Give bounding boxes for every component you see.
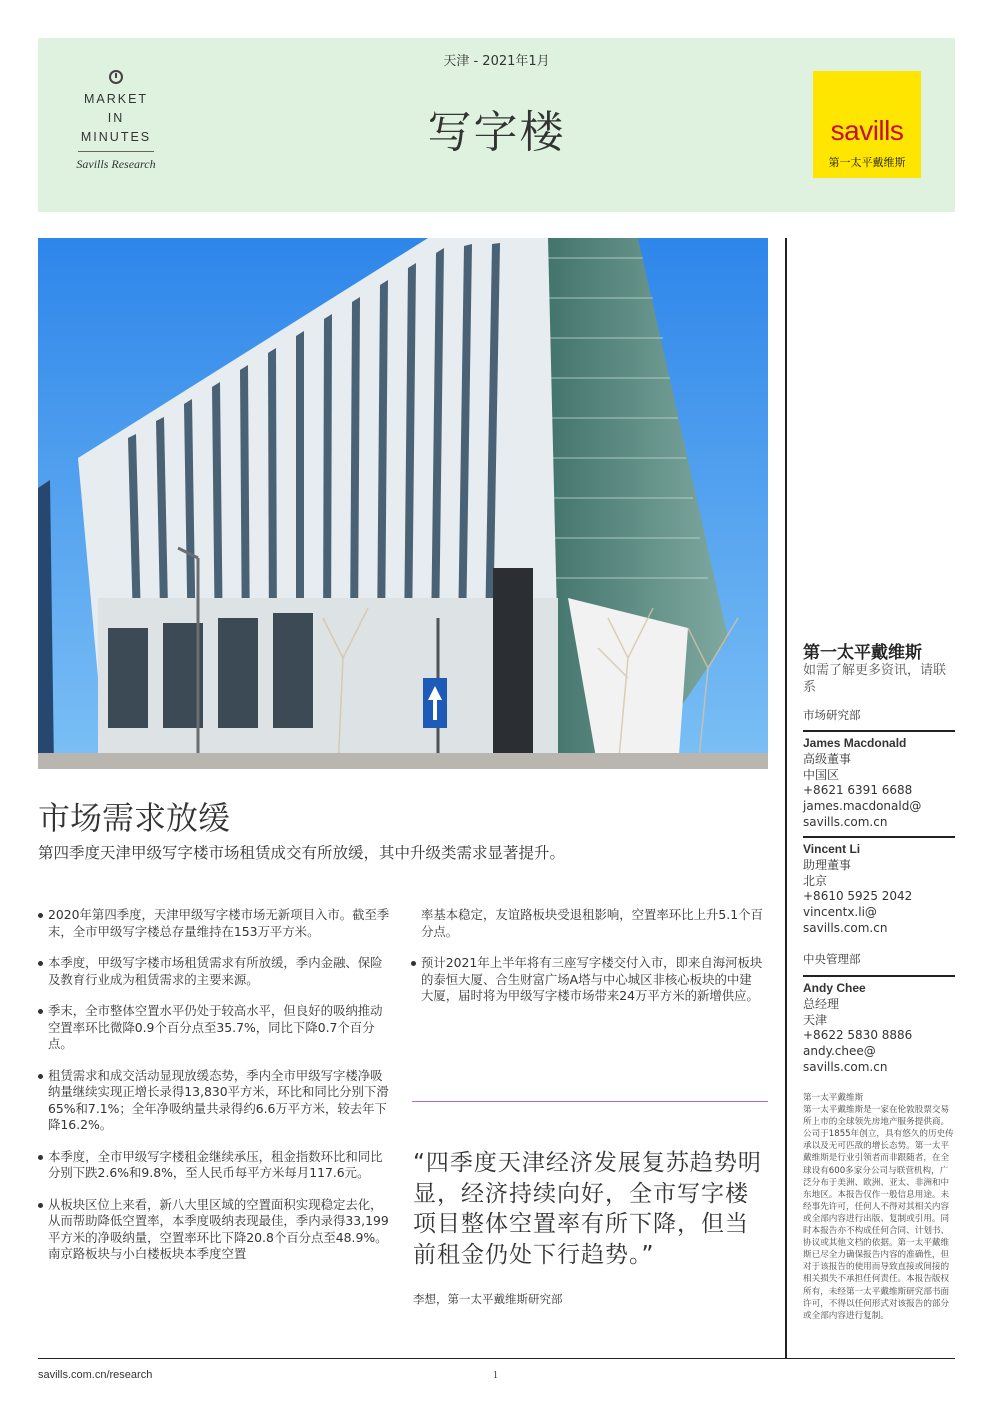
bullet-text: 租赁需求和成交活动显现放缓态势，季内全市甲级写字楼净吸纳量继续实现正增长录得13,830平方米，环比和同比分别下滑65%和7.1%；全年净吸纳量共录得约6.6万平方米，较去年下降16.2%。 [48, 1067, 389, 1132]
contact-phone: +8610 5925 2042 [803, 889, 913, 904]
contact-email[interactable]: james.macdonald@ [803, 799, 922, 814]
series-word: IN [107, 111, 125, 125]
bullet-point [411, 955, 763, 1005]
contact-phone: +8621 6391 6688 [803, 783, 913, 798]
bullet-text: 2020年第四季度，天津甲级写字楼市场无新项目入市。截至季末，全市甲级写字楼总存量维持在153万平方米。 [48, 907, 390, 939]
quote-attribution: 李想，第一太平戴维斯研究部 [413, 1292, 563, 1306]
bullet-text: 本季度，甲级写字楼市场租赁需求有所放缓，季内金融、保险及教育行业成为租赁需求的主要来源。 [48, 955, 383, 987]
footer-url[interactable]: savills.com.cn/research [38, 1369, 153, 1381]
bullet-point [38, 1149, 390, 1182]
report-date: 天津 - 2021年1月 [443, 54, 550, 69]
report-header [38, 38, 955, 212]
contact-line: 中国区 [803, 767, 840, 782]
contact-email-domain[interactable]: savills.com.cn [803, 1059, 888, 1074]
pull-quote: “四季度天津经济发展复苏趋势明显，经济持续向好，全市写字楼项目整体空置率有所下降，但当前租金仍处下行趋势。” [413, 1150, 762, 1268]
series-word: MARKET [83, 92, 149, 106]
bullet-text: 季末，全市整体空置水平仍处于较高水平，但良好的吸纳推动空置率环比微降0.9个百分点至35.7%，同比下降0.7个百分点。 [48, 1003, 383, 1051]
contact-line: 天津 [803, 1012, 828, 1027]
quote-divider [412, 1101, 768, 1102]
bullet-dot [38, 961, 43, 966]
bullet-text: 预计2021年上半年将有三座写字楼交付入市，即来自海河板块的泰恒大厦、合生财富广场A塔与中心城区非核心板块的中建大厦，届时将为甲级写字楼市场带来24万平方米的新增供应。 [421, 955, 763, 1003]
contact-line: 高级董事 [803, 751, 852, 766]
office-tower-illustration [38, 238, 768, 769]
article-headline: 市场需求放缓 [38, 799, 231, 837]
clock-icon [109, 70, 123, 84]
office-tower-photo [38, 238, 768, 769]
bullet-point [38, 955, 390, 988]
contact-name: James Macdonald [803, 736, 907, 750]
logo-brand: savills [830, 115, 904, 146]
department-label: 中央管理部 [803, 952, 861, 966]
bullet-point [38, 1197, 390, 1263]
bullet-dot [38, 1155, 43, 1160]
contact-email[interactable]: andy.chee@ [803, 1044, 876, 1059]
contact-card [803, 836, 955, 937]
contact-email[interactable]: vincentx.li@ [803, 905, 877, 920]
series-word: MINUTES [80, 130, 152, 144]
article-column-left [38, 907, 390, 1278]
contact-line: 北京 [803, 873, 828, 888]
contact-email-domain[interactable]: savills.com.cn [803, 814, 888, 829]
contact-line: 总经理 [803, 996, 840, 1011]
department-label: 市场研究部 [803, 708, 861, 722]
article-lede: 第四季度天津甲级写字楼市场租赁成交有所放缓，其中升级类需求显著提升。 [38, 844, 566, 862]
bullet-point [38, 1003, 390, 1053]
article-column-right [411, 907, 763, 1020]
bullet-point [38, 907, 390, 940]
bullet-continuation: 率基本稳定，友谊路板块受退租影响，空置率环比上升5.1个百分点。 [421, 907, 763, 939]
disclaimer-title: 第一太平戴维斯 [803, 1093, 864, 1103]
disclaimer-text: 第一太平戴维斯是一家在伦敦股票交易所上市的全球领先房地产服务提供商。公司于1855年创立，具有悠久的历史传承以及无可匹敌的增长态势。第一太平戴维斯是行业引领者而非跟随者，在全球设有600多家分公司与联营机构，广泛分布于美洲、欧洲、亚太、非洲和中东地区。本报告仅作一般信息用途。未经事先许可，任何人不得对其相关内容或全部内容进行出版、复制或引用。同时本报告亦不构成任何合同、计划书、协议或其他文档的依据。第一太平戴维斯已尽全力确保报告内容的准确性，但对于该报告的使用而导致直接或间接的相关损失不承担任何责任。本报告版权所有，未经第一太平戴维斯研究部书面许可，不得以任何形式对该报告的部分或全部内容进行复制。 [803, 1105, 954, 1321]
bullet-dot [411, 961, 416, 966]
bullet-dot [38, 1009, 43, 1014]
savills-logo [813, 71, 921, 178]
bullet-text: 从板块区位上来看，新八大里区域的空置面积实现稳定去化，从而帮助降低空置率，本季度吸纳表现最佳，季内录得33,199平方米的净吸纳量，空置率环比下降20.8个百分点至48.9%。南京路板块与小白楼板块本季度空置 [48, 1196, 389, 1261]
column-divider [785, 238, 787, 1358]
sidebar-title: 第一太平戴维斯 [803, 643, 922, 663]
contact-card [803, 730, 955, 831]
contact-line: 助理董事 [803, 857, 852, 872]
page-number: 1 [493, 1370, 498, 1381]
bullet-dot [38, 1203, 43, 1208]
series-subtitle: Savills Research [76, 157, 156, 171]
contact-phone: +8622 5830 8886 [803, 1028, 913, 1043]
bullet-text: 本季度，全市甲级写字楼租金继续承压，租金指数环比和同比分别下跌2.6%和9.8%，至人民币每平方米每月117.6元。 [48, 1148, 383, 1180]
report-title: 写字楼 [427, 107, 566, 158]
contact-email-domain[interactable]: savills.com.cn [803, 920, 888, 935]
bullet-point [38, 1068, 390, 1134]
footer-rule [38, 1358, 955, 1359]
disclaimer [803, 1092, 955, 1322]
bullet-dot [38, 1074, 43, 1079]
bullet-dot [38, 913, 43, 918]
contact-card [803, 975, 955, 1076]
sidebar-intro: 如需了解更多资讯，请联系 [803, 663, 947, 695]
contact-name: Vincent Li [803, 842, 861, 856]
contact-name: Andy Chee [803, 981, 866, 995]
logo-chinese-name: 第一太平戴维斯 [828, 156, 906, 169]
